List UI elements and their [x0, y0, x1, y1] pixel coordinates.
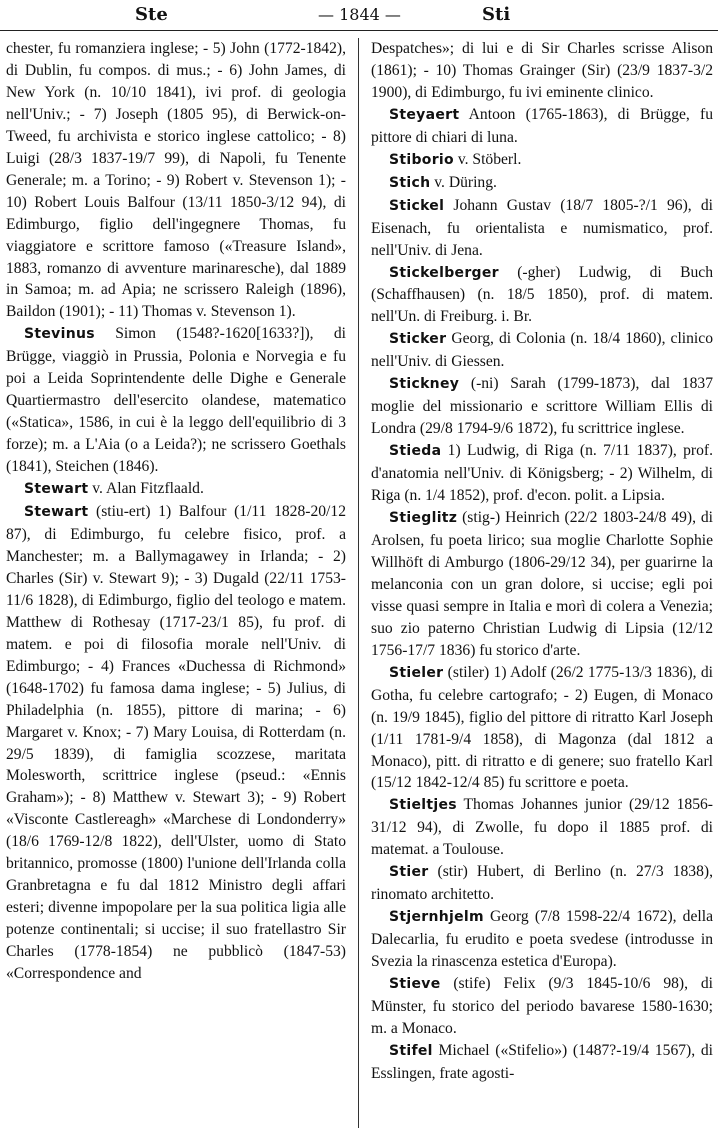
entry-headword: Stieler: [389, 664, 444, 681]
entry-text: (-ni) Sarah (1799-1873), dal 1837 moglie del missionario e scrittore William Ellis di Londra (29/8 1794-9/6 1872), fu scrittrice inglese.: [371, 375, 713, 438]
entry-sticker: [371, 328, 713, 373]
entry-headword: Stevinus: [24, 326, 95, 343]
entry-stifel: [371, 1040, 713, 1085]
entry-headword: Stieltjes: [389, 797, 457, 814]
entry-stewart-continued: [371, 38, 713, 104]
entry-stjernhjelm: [371, 906, 713, 973]
entry-stich: [371, 172, 713, 195]
entry-headword: Stickel: [389, 197, 445, 214]
entry-text: chester, fu romanziera inglese; - 5) John (1772-1842), di Dublin, fu compos. di mus.; - 6) John James, di New York (n. 10/10 1841), ivi prof. di geologia nell'Univ.; - 7) Joseph (1805 95), di Berwick-on-Tweed, fu archivista e storico inglese cattolico; - 8) Luigi (28/3 1837-19/7 99), di Napoli, fu Tenente Generale; m. a Torino; - 9) Robert v. Stevenson 1); - 10) Robert Louis Balfour (13/11 1850-3/12 94), di Edimburgo, figlio dell'ingegnere Thomas, fu viaggiatore e scrittore famoso («Treasure Island», 1883, romanzo di avventure marinaresche), dal 1889 in Samoa; m. ad Apia; ne scrissero Raleigh (1896), Baildon (1901); - 11) Thomas v. Stevenson 1).: [6, 40, 346, 321]
entry-text: (stiu-ert) 1) Balfour (1/11 1828-20/12 87), di Edimburgo, fu celebre fisico, prof. a Manchester; m. a Ballymagawey in Irlanda; - 2) Charles (Sir) v. Stewart 9); - 3) Dugald (22/11 1753-11/6 1828), di Edimburgo, figlio del teologo e matem. Matthew di Rothesay (1717-23/1 85), fu prof. di matem. e poi di filosofia morale nell'Univ. di Edimburgo; - 4) Frances «Duchessa di Richmond» (1648-1702) fu famosa dama inglese; - 5) Julius, di Philadelphia (n. 1855), pittore di marina; - 6) Margaret v. Knox; - 7) Mary Louisa, di Rotterdam (n. 29/5 1839), di famiglia scozzese, maritata Molesworth, scrittrice inglese (pseud.: «Ennis Graham»); - 8) Matthew v. Stewart 3); - 9) Robert «Visconte Castlereagh» «Marchese di Londonderry» (18/6 1769-12/8 1822), dell'Ulster, uomo di Stato britannico, promosse (1800) l'unione dell'Irlanda colla Granbretagna e fu dal 1812 Ministro degli affari esteri; divenne impopolare per la sua politica ligia alle potenze continentali; si uccise; il suo fratellastro Sir Charles (1778-1854) ne pubblicò (1847-53) «Correspondence and: [6, 503, 346, 983]
entry-headword: Stickelberger: [389, 264, 499, 281]
entry-headword: Stieda: [389, 443, 442, 460]
entry-stieglitz: [371, 507, 713, 662]
right-column: [371, 38, 713, 1128]
entry-text: Thomas Johannes junior (29/12 1856-31/12 94), di Zwolle, fu dopo il 1885 prof. di matemat. a Toulouse.: [371, 796, 713, 859]
entry-stickelberger: [371, 262, 713, 329]
entry-stickel: [371, 195, 713, 262]
entry-text: Johann Gustav (18/7 1805-?/1 96), di Eisenach, fu orientalista e numismatico, prof. nell'Univ. di Jena.: [371, 196, 713, 259]
entry-stickney: [371, 373, 713, 440]
entry-steyaert: [371, 104, 713, 149]
entry-text: (stife) Felix (9/3 1845-10/6 98), di Münster, fu storico del periodo bavarese 1580-1630; m. a Monaco.: [371, 975, 713, 1037]
entry-stieda: [371, 440, 713, 507]
entry-headword: Stich: [389, 174, 431, 191]
entry-text: Despatches»; di lui e di Sir Charles scrisse Alison (1861); - 10) Thomas Grainger (Sir) (23/9 1837-3/2 1900), di Edimburgo, fu ivi eminente clinico.: [371, 40, 713, 101]
entry-text: (-gher) Ludwig, di Buch (Schaffhausen) (n. 18/5 1850), prof. di matem. nell'Un. di Freiburg. i. Br.: [371, 263, 713, 326]
entry-stewart-alan: [6, 478, 346, 501]
left-column: [6, 38, 346, 1128]
page-number: — 1844 —: [318, 5, 401, 24]
entry-headword: Stickney: [389, 376, 460, 393]
header-right-guideword: Sti: [482, 4, 511, 25]
entry-text: Michael («Stifelio») (1487?-19/4 1567), di Esslingen, frate agosti-: [371, 1041, 713, 1082]
entry-headword: Sticker: [389, 331, 447, 348]
entry-stevens-continued: [6, 38, 346, 323]
entry-headword: Stifel: [389, 1042, 433, 1059]
entry-text: v. Stöberl.: [453, 150, 522, 168]
entry-headword: Stjernhjelm: [389, 909, 484, 926]
header-left-guideword: Ste: [135, 4, 168, 25]
entry-text: (stir) Hubert, di Berlino (n. 27/3 1838), rinomato architetto.: [371, 863, 713, 904]
entry-text: 1) Ludwig, di Riga (n. 7/11 1837), prof. d'anatomia nell'Univ. di Königsberg; - 2) Wilhelm, di Riga (n. 1/4 1852), prof. d'econ. polit. a Lipsia.: [371, 442, 713, 505]
entry-stieler: [371, 662, 713, 795]
entry-stevinus: [6, 323, 346, 478]
entry-stieve: [371, 973, 713, 1040]
entry-stewart: [6, 501, 346, 985]
entry-stiborio: [371, 149, 713, 172]
entry-stieltjes: [371, 794, 713, 861]
entry-text: Georg (7/8 1598-22/4 1672), della Dalecarlia, fu erudito e poeta svedese (introdusse in Svezia la rinascenza estetica d'Europa).: [371, 908, 713, 971]
entry-headword: Stewart: [24, 481, 89, 498]
entry-text: Georg, di Colonia (n. 18/4 1860), clinico nell'Univ. di Giessen.: [371, 330, 713, 371]
page-header: [0, 0, 718, 31]
column-divider: [358, 38, 359, 1128]
entry-headword: Stieve: [389, 976, 441, 993]
entry-text: Antoon (1765-1863), di Brügge, fu pittore di chiari di luna.: [371, 105, 713, 146]
entry-text: (stig-) Heinrich (22/2 1803-24/8 49), di Arolsen, fu poeta lirico; sua moglie Charlotte Sophie Willhöft di Amburgo (1806-29/12 34), per guarirne la melanconia con un gran dolore, si uccise; egli poi visse quasi sempre in Italia e morì di colera a Venezia; suo zio paterno Christian Ludwig di Lipsia (12/12 1756-17/7 1836) fu storico d'arte.: [371, 509, 713, 659]
entry-text: v. Alan Fitzflaald.: [88, 480, 204, 498]
entry-text: v. Düring.: [430, 173, 497, 191]
entry-headword: Stieglitz: [389, 510, 458, 527]
entry-headword: Stiborio: [389, 151, 454, 168]
entry-text: (stiler) 1) Adolf (26/2 1775-13/3 1836), di Gotha, fu celebre cartografo; - 2) Eugen, di Monaco (n. 19/9 1845), figlio del pittore di ritratto Karl Joseph (1/11 1781-9/4 1858), di Magonza (dal 1812 a Monaco), pitt. di ritratto e di genere; suo fratello Karl (15/12 1842-12/4 85) fu scrittore e poeta.: [371, 663, 713, 792]
entry-stier: [371, 861, 713, 906]
entry-headword: Stewart: [24, 504, 89, 521]
entry-text: Simon (1548?-1620[1633?]), di Brügge, viaggiò in Prussia, Polonia e Norvegia e fu poi a Leida Soprintendente delle Dighe e Generale Quartiermastro dell'esercito olandese, matematico («Statica», 1586, in cui è la leggo dell'equilibrio di 3 forze); m. a L'Aia (o a Leida?); ne scrissero Goethals (1841), Steichen (1846).: [6, 325, 346, 476]
entry-headword: Steyaert: [389, 106, 460, 123]
entry-headword: Stier: [389, 864, 429, 881]
